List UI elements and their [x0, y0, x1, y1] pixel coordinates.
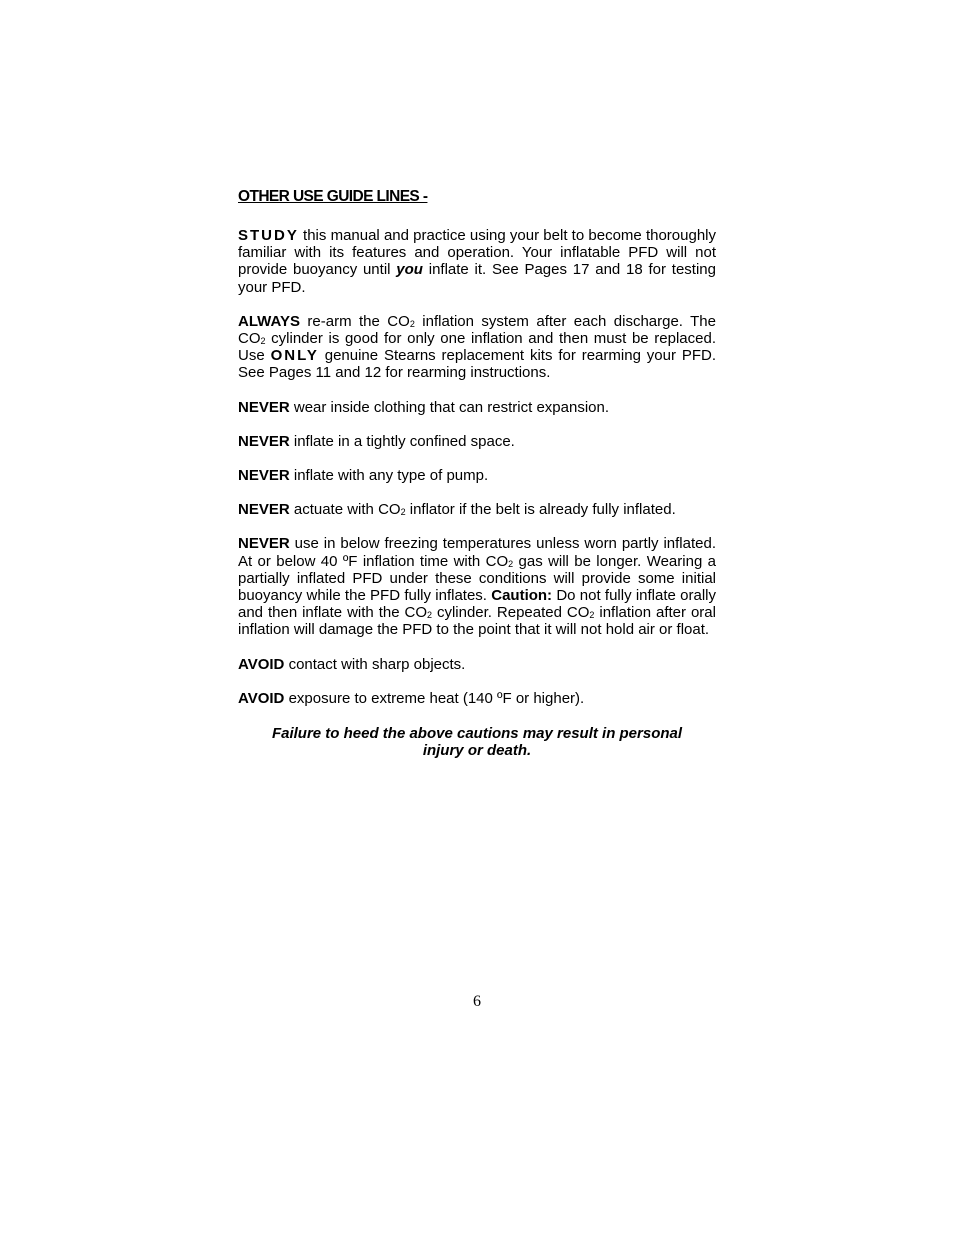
avoid-heat-keyword: AVOID	[238, 689, 285, 707]
never-freezing-text-d: cylinder. Repeated CO	[432, 604, 590, 622]
never-freezing-text-c: Do not fully inflate orally and then inflate with the CO	[238, 587, 716, 622]
never-freezing-text-b: gas will be longer. Wearing a partially inflated PFD under these conditions will provide some initial buoyancy while the PFD fully inflates.	[238, 552, 716, 605]
avoid-sharp-text: contact with sharp objects.	[284, 655, 466, 673]
always-paragraph	[238, 313, 716, 382]
page-number: 6	[473, 993, 481, 1010]
never-freezing-text-a: use in below freezing temperatures unless worn partly inflated. At or below 40 ºF inflation time with CO	[238, 535, 716, 570]
study-keyword: STUDY	[238, 227, 299, 244]
never-actuate-paragraph	[238, 501, 716, 518]
section-heading: OTHER USE GUIDE LINES -	[238, 188, 428, 205]
always-text-c: cylinder is good for only one inflation and then must be replaced. Use	[238, 330, 716, 365]
never-pump-keyword: NEVER	[238, 467, 290, 485]
never-pump-text: inflate with any type of pump.	[289, 467, 489, 485]
always-subscript-b: 2	[260, 336, 266, 347]
study-text-a: this manual and practice using your belt to become thoroughly familiar with its features and operation. Your inflatable PFD will not provide buoyancy until	[238, 227, 716, 279]
warning-line-2: injury or death.	[422, 742, 532, 760]
never-clothing-text: wear inside clothing that can restrict expansion.	[289, 398, 610, 416]
caution-label: Caution:	[491, 587, 553, 605]
avoid-heat-text: exposure to extreme heat (140 ºF or higher).	[284, 689, 585, 707]
always-text-b: inflation system after each discharge. The CO	[238, 312, 716, 348]
never-actuate-text-a: actuate with CO	[289, 501, 401, 519]
never-freezing-text-e: inflation after oral inflation will damage the PFD to the point that it will not hold air or float.	[238, 604, 716, 639]
study-emphasis: you	[396, 261, 423, 279]
never-freezing-subscript-a: 2	[508, 558, 514, 569]
avoid-sharp-paragraph	[238, 656, 716, 673]
never-pump-paragraph	[238, 467, 716, 484]
always-text-d: genuine Stearns replacement kits for rearming your PFD. See Pages 11 and 12 for rearming instructions.	[238, 347, 717, 382]
never-freezing-subscript-c: 2	[589, 610, 595, 621]
never-actuate-subscript: 2	[400, 507, 406, 518]
always-emphasis: ONLY	[270, 347, 319, 365]
never-space-paragraph	[238, 433, 716, 450]
study-paragraph	[238, 227, 716, 296]
avoid-sharp-keyword: AVOID	[238, 655, 285, 673]
avoid-heat-paragraph	[238, 690, 716, 707]
never-actuate-keyword: NEVER	[238, 501, 290, 519]
document-body	[238, 188, 716, 759]
never-space-keyword: NEVER	[238, 432, 290, 450]
never-freezing-subscript-b: 2	[426, 610, 432, 621]
always-subscript-a: 2	[409, 318, 415, 329]
never-space-text: inflate in a tightly confined space.	[289, 432, 515, 450]
never-clothing-keyword: NEVER	[238, 398, 290, 416]
always-keyword: ALWAYS	[238, 312, 300, 330]
never-actuate-text-b: inflator if the belt is already fully inflated.	[405, 501, 676, 519]
study-text-b: inflate it. See Pages 17 and 18 for testing your PFD.	[238, 261, 716, 296]
warning-line-1: Failure to heed the above cautions may result in personal	[271, 725, 683, 743]
always-text-a: re-arm the CO	[299, 312, 410, 330]
never-clothing-paragraph	[238, 399, 716, 416]
never-freezing-paragraph	[238, 535, 716, 638]
warning-notice	[238, 725, 716, 759]
never-freezing-keyword: NEVER	[238, 535, 290, 553]
